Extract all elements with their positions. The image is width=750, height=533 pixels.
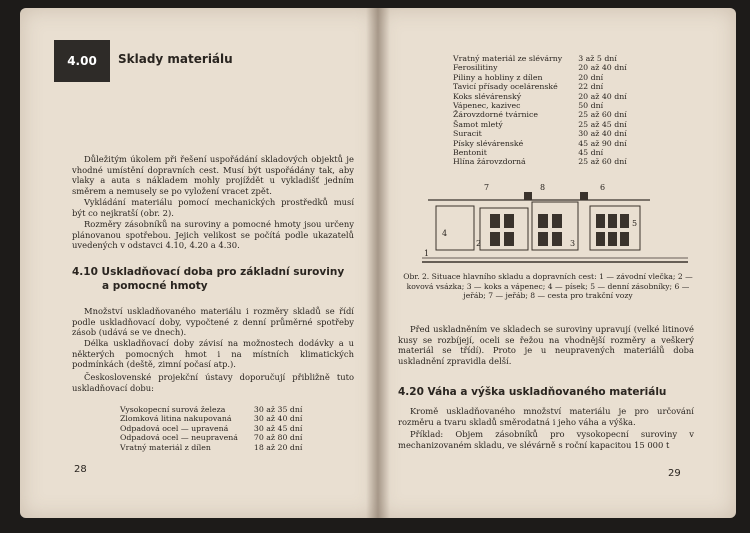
figure-label: 4 (442, 229, 448, 238)
book-gutter (366, 8, 390, 518)
section-paragraph-1: Množství uskladňovaného materiálu i rozměry skladů se řídí podle uskladňovací doby, vypočtené z denní průměrné spotřeby zásob (udává se ve dnech). (72, 306, 354, 338)
figure-caption: Obr. 2. Situace hlavního skladu a dopravních cest: 1 — závodní vlečka; 2 — kovová vsázka; 3 — koks a vápenec; 4 — písek; 5 — denní zásobníky; 6 — jeřáb; 7 — jeřáb; 8 — cesta pro trakční vozy (403, 272, 693, 301)
page-number-right: 29 (668, 468, 681, 479)
material-name: Odpadová ocel — upravená (120, 423, 229, 433)
intro-paragraph-1: Důležitým úkolem při řešení uspořádání skladových objektů je vhodné umístění dopravních cest. Musí být uspořádány tak, aby vlaky a auta s nákladem mohly projíždět u vykladišť jedním směrem a nemusely se po vyložení vracet zpět. (72, 154, 354, 196)
material-name: Vratný materiál ze slévárny (453, 54, 563, 63)
figure-label: 6 (600, 183, 606, 192)
storage-days: 20 dní (578, 72, 604, 82)
chapter-title: Sklady materiálu (118, 52, 233, 66)
storage-days: 20 až 40 dní (578, 91, 627, 101)
chapter-number: 4.00 (67, 54, 97, 68)
storage-days: 22 dní (578, 82, 604, 92)
figure-label: 7 (484, 183, 490, 192)
storage-row (453, 139, 627, 148)
figure-label: 1 (424, 249, 430, 258)
figure-label: 2 (476, 239, 482, 248)
section-heading-line-2: a pomocné hmoty (102, 280, 208, 292)
storage-row (453, 110, 627, 119)
figure-bin-area (436, 206, 474, 250)
section-paragraph-2: Délka uskladňovací doby závisí na možnostech dodávky a u některých pomocných hmot i na místních klimatických podmínkách (deště, zimní počasí atp.). (72, 338, 354, 370)
storage-row (120, 443, 302, 452)
storage-days: 25 až 60 dní (578, 110, 627, 120)
material-name: Piliny a hobliny z dílen (453, 72, 543, 82)
storage-table-right (453, 54, 627, 167)
material-name: Bentonit (453, 148, 487, 158)
storage-row (453, 129, 627, 138)
figure-label: 8 (540, 183, 546, 192)
crane-trolley (524, 192, 532, 200)
storage-days: 30 až 45 dní (253, 423, 303, 433)
storage-days: 45 až 90 dní (578, 138, 627, 148)
section-paragraph-3: Československé projekční ústavy doporučují přibližně tuto uskladňovací dobu: (72, 372, 354, 393)
storage-row (453, 73, 627, 82)
chapter-number-box (54, 40, 110, 82)
storage-row (453, 82, 627, 91)
right-paragraph-1: Před uskladněním ve skladech se suroviny upravují (velké litinové kusy se rozbíjejí, oceli se řežou na vhodnější rozměry a veškerý materiál se třídí). Proto je u neupravených materiálů doba uskladnění zpravidla delší. (398, 324, 694, 366)
storage-days: 18 až 20 dní (253, 442, 303, 452)
storage-days: 3 až 5 dní (578, 54, 617, 63)
figure-bins (490, 214, 629, 246)
section-heading-4-10 (72, 265, 362, 293)
page-number-left: 28 (74, 464, 87, 475)
material-name: Vratný materiál z dílen (120, 442, 211, 452)
crane-trolley (580, 192, 588, 200)
storage-table-left (120, 405, 302, 452)
right-paragraph-2: Kromě uskladňovaného množství materiálu je pro určování rozměru a tvaru skladů směrodatná i jeho váha a výška. (398, 406, 694, 427)
storage-row (453, 63, 627, 72)
storage-days: 25 až 45 dní (578, 119, 627, 129)
material-name: Hlína žárovzdorná (453, 157, 526, 167)
material-name: Písky slévárenské (453, 138, 524, 148)
material-name: Vysokopecní surová železa (120, 405, 226, 414)
storage-row (453, 92, 627, 101)
material-name: Tavicí přísady ocelárenské (453, 82, 558, 92)
material-name: Vápenec, kazivec (453, 101, 521, 111)
storage-row (120, 414, 302, 423)
warehouse-figure (420, 170, 690, 268)
section-heading-4-20: 4.20 Váha a výška uskladňovaného materiálu (398, 386, 667, 398)
storage-days: 25 až 60 dní (578, 157, 627, 167)
storage-days: 30 až 40 dní (578, 129, 627, 139)
material-name: Suracit (453, 129, 482, 139)
storage-days: 70 až 80 dní (253, 433, 303, 443)
storage-days: 20 až 40 dní (578, 63, 627, 73)
storage-row (120, 433, 302, 442)
storage-row (453, 120, 627, 129)
intro-paragraph-2: Vykládání materiálu pomocí mechanických prostředků musí být co nejkratší (obr. 2). (72, 197, 354, 218)
storage-days: 50 dní (578, 101, 604, 111)
storage-row (453, 157, 627, 166)
material-name: Odpadová ocel — neupravená (120, 433, 238, 443)
material-name: Koks slévárenský (453, 91, 522, 101)
material-name: Žárovzdorné tvárnice (453, 110, 538, 120)
intro-paragraph-3: Rozměry zásobníků na suroviny a pomocné hmoty jsou určeny plánovanou spotřebou. Jejich velikost se počítá podle ukazatelů uvedených v odstavci 4.10, 4.20 a 4.30. (72, 219, 354, 251)
storage-days: 45 dní (578, 148, 604, 158)
figure-label: 5 (632, 219, 638, 228)
material-name: Ferosilitiny (453, 63, 498, 73)
storage-days: 30 až 40 dní (253, 414, 303, 424)
figure-label: 3 (570, 239, 576, 248)
storage-row (453, 54, 627, 63)
section-heading-line-1: 4.10 Uskladňovací doba pro základní suroviny (72, 266, 345, 278)
storage-row (453, 148, 627, 157)
storage-row (453, 101, 627, 110)
material-name: Zlomková litina nakupovaná (120, 414, 232, 424)
storage-row (120, 424, 302, 433)
storage-days: 30 až 35 dní (253, 405, 303, 414)
storage-row (120, 405, 302, 414)
material-name: Šamot mletý (453, 119, 503, 129)
right-paragraph-3: Příklad: Objem zásobníků pro vysokopecní suroviny v mechanizovaném skladu, ve slévárně s roční kapacitou 15 000 t (398, 429, 694, 450)
